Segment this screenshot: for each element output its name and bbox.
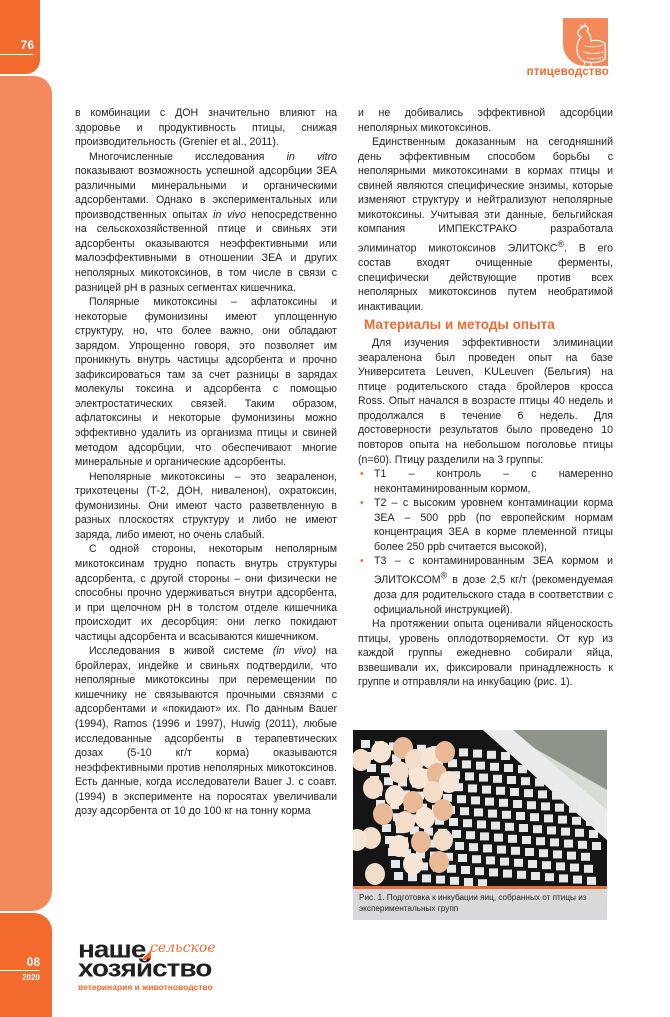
- tray-cell: [578, 841, 587, 849]
- paragraph: в комбинации с ДОН значительно влияют на здоровье и продуктивность птицы, снижая производительность (Grenier et al., 2011).: [75, 107, 337, 149]
- tray-cell: [503, 870, 512, 878]
- tray-cell: [500, 858, 509, 866]
- tray-cell: [530, 813, 539, 821]
- list-item: [358, 496, 613, 554]
- paragraph: Исследования в живой системе (in vivo) на бройлерах, индейке и свиньях подтвердили, что неполярные микотоксины при перемещении по кишечнику не связываются прочными связями с адсорбентами и «покидают» их. По данным Bauer (1994), Ramos (1996 и 1997), Huwig (2011), любые исследованные адсорбенты в терапевтических дозах (5-10 кг/т корма) оказываются неэффективными против неполярных микотоксинов. Есть данные, когда исследователи Bauer J. с соавт. (1994) в эксперименте на поросятах увеличивали дозу адсорбента от 10 до 100 кг на тонну корма: [75, 645, 338, 818]
- tray-cell: [493, 775, 502, 783]
- tray-cell: [513, 800, 522, 808]
- tray-cell: [587, 877, 596, 885]
- tray-cell: [497, 846, 506, 854]
- tray-cell: [545, 873, 554, 881]
- tray-cell: [391, 860, 400, 868]
- tray-cell: [463, 819, 472, 827]
- eggs-photo: [353, 730, 607, 886]
- tray-cell: [516, 812, 525, 820]
- egg: [429, 851, 449, 873]
- tray-cell: [528, 860, 537, 868]
- tray-cell: [489, 868, 498, 876]
- page-number: 76: [0, 38, 34, 55]
- logo-line-1: наше: [78, 936, 146, 963]
- egg: [403, 853, 423, 875]
- tray-cell: [361, 740, 370, 748]
- tray-cell: [483, 844, 492, 852]
- tray-cell: [538, 790, 547, 798]
- tray-cell: [531, 872, 540, 880]
- tray-cell: [586, 818, 595, 826]
- tray-cell: [542, 861, 551, 869]
- egg: [371, 741, 391, 763]
- bullet-icon: •: [360, 468, 364, 481]
- tray-cell: [567, 852, 576, 860]
- tray-cell: [504, 764, 513, 772]
- article-column-left: [75, 106, 337, 819]
- tray-cell: [462, 760, 471, 768]
- article-column-right: [358, 106, 613, 690]
- tray-cell: [559, 874, 568, 882]
- tray-cell: [381, 765, 390, 773]
- tray-cell: [570, 864, 579, 872]
- tray-cell: [450, 877, 459, 885]
- tray-cell: [464, 878, 473, 886]
- logo-tagline: ветеринария и животноводство: [78, 982, 213, 992]
- tray-cell: [478, 879, 487, 886]
- tray-cell: [480, 832, 489, 840]
- tray-cell: [575, 829, 584, 837]
- list-item-text: Т2 – с высоким уровнем контаминации корма ЗЕА – 500 ppb (по европейским нормам концентрация ЗЕА в корме племенной птицы более 250 ppb считается высокой),: [374, 497, 613, 553]
- tray-cell: [544, 814, 553, 822]
- tray-cell: [382, 824, 391, 832]
- tray-cell: [573, 876, 582, 884]
- tray-cell: [533, 825, 542, 833]
- tray-cell: [547, 826, 556, 834]
- tray-cell: [555, 804, 564, 812]
- issue-number: 08: [0, 956, 40, 971]
- tray-cell: [556, 862, 565, 870]
- tray-cell: [510, 788, 519, 796]
- logo-script: сельское: [150, 940, 216, 956]
- tray-cell: [553, 850, 562, 858]
- section-badge: [563, 18, 608, 66]
- tray-cell: [485, 798, 494, 806]
- list-item: [358, 467, 613, 496]
- logo-line-2: хозяйство: [78, 955, 212, 982]
- tray-cell: [584, 865, 593, 873]
- tray-cell: [541, 802, 550, 810]
- tray-cell: [524, 789, 533, 797]
- egg: [363, 777, 383, 799]
- tray-cell: [550, 838, 559, 846]
- paragraph: На протяжении опыта оценивали яйценоскость птицы, уровень оплодотворяемости. От кур из каждой группы ежедневно собирали яйца, взвешивали их, фиксировали принадлежность к группе и отправляли на инкубацию (рис. 1).: [358, 618, 613, 689]
- tray-cell: [522, 836, 531, 844]
- tray-cell: [486, 856, 495, 864]
- tray-cell: [508, 835, 517, 843]
- tray-cell: [592, 842, 601, 850]
- tray-cell: [455, 842, 464, 850]
- egg: [365, 863, 385, 885]
- tray-cell: [482, 786, 491, 794]
- paragraph: С одной стороны, некоторым неполярным микотоксинам трудно попасть внутрь структуры адсорбента, с другой стороны – они физически не способны прочно удерживаться внутри адсорбента, и при щелочном pH в толстом отделе кишечника происходит их десорбция: они легко покидают частицы адсорбента и всасываются кишечником.: [75, 543, 337, 643]
- paragraph: и не добивались эффективной адсорбции неполярных микотоксинов.: [358, 107, 613, 134]
- figure-caption: Рис. 1. Подготовка к инкубации яиц, собранных от птицы из экспериментальных групп: [359, 893, 587, 913]
- list-item: [358, 554, 613, 617]
- tray-cell: [539, 849, 548, 857]
- tray-cell: [518, 765, 527, 773]
- group-list: [358, 467, 613, 617]
- tray-cell: [469, 843, 478, 851]
- tray-cell: [521, 777, 530, 785]
- paragraph: Многочисленные исследования in vitro показывают возможность успешной адсорбции ЗЕА различными минеральными и органическими адсорбентами. Однако в экспериментальных или производственных опытах in vivo непосредственно на сельскохозяйственной птице и свиньях эти адсорбенты оказываются неэффективными или малоэффективными в отношении ЗЕА и других неполярных микотоксинов, в том числе в связи с разницей pH в разных сегментах кишечника.: [75, 150, 337, 294]
- page-tab-side: [0, 76, 52, 911]
- tray-cell: [452, 830, 461, 838]
- tray-cell: [436, 876, 445, 884]
- egg: [439, 771, 459, 793]
- tray-cell: [558, 816, 567, 824]
- paragraph: Для изучения эффективности элиминации зеараленона был проведен опыт на базе Университета Leuven, KULeuven (Бельгия) на птице родительского стада бройлеров кросса Ross. Опыт начался в возрасте птицы 40 недель и продолжался в течение 6 недель. Для достоверности результатов было проведено 10 повторов опыта на небольшом поголовье птицы (n=60). Птицу разделили на 3 группы:: [358, 337, 613, 466]
- paragraph: Единственным доказанным на сегодняшний день эффективным способом борьбы с неполярными микотоксинами в кормах птицы и свиней являются специфические энзимы, которые изменяют структуру и нейтрализуют неполярные микотоксины. Учитывая эти данные, бельгийская компания ИМПЕКСТРАКО разработала элиминатор микотоксинов ЭЛИТОКС®. В его состав входят очищенные ферменты, специфически действующие против всех неполярных микотоксинов путем необратимой инактивации.: [358, 136, 613, 313]
- hen-icon: [569, 22, 609, 66]
- tray-cell: [491, 822, 500, 830]
- egg: [389, 761, 409, 783]
- egg: [389, 835, 409, 857]
- tray-cell: [496, 787, 505, 795]
- tray-cell: [589, 830, 598, 838]
- bullet-icon: •: [360, 497, 364, 510]
- tray-cell: [477, 820, 486, 828]
- page-tab-top: [0, 0, 40, 74]
- list-item-text: Т1 – контроль – с намеренно неконтаминированным кормом,: [374, 468, 613, 495]
- figure: [353, 730, 607, 920]
- tray-cell: [461, 866, 470, 874]
- tray-cell: [502, 811, 511, 819]
- tray-cell: [511, 847, 520, 855]
- tray-cell: [490, 763, 499, 771]
- tray-cell: [552, 792, 561, 800]
- tray-cell: [527, 801, 536, 809]
- tray-cell: [449, 818, 458, 826]
- tray-cell: [536, 837, 545, 845]
- issue-year: 2020: [22, 973, 40, 982]
- section-title: птицеводство: [526, 66, 609, 78]
- tray-cell: [517, 871, 526, 879]
- tray-cell: [572, 817, 581, 825]
- tray-cell: [507, 776, 516, 784]
- tray-cell: [475, 867, 484, 875]
- tray-cell: [466, 831, 475, 839]
- tray-cell: [525, 848, 534, 856]
- tray-cell: [561, 828, 570, 836]
- tray-cell: [476, 762, 485, 770]
- list-item-text: Т3 – с контаминированным ЗЕА кормом и ЭЛИТОКСОМ® в дозе 2,5 кг/т (рекомендуемая доза для родительского стада в соответствии с официальной инструкцией).: [374, 555, 613, 616]
- egg: [435, 741, 455, 763]
- tray-cell: [471, 796, 480, 804]
- tray-cell: [422, 874, 431, 882]
- tray-cell: [487, 751, 496, 759]
- tray-cell: [465, 772, 474, 780]
- incubator-tray-image: [353, 730, 607, 886]
- tray-cell: [457, 795, 466, 803]
- tray-cell: [581, 853, 590, 861]
- tray-cell: [394, 872, 403, 880]
- section-heading: Материалы и методы опыта: [364, 317, 555, 333]
- bullet-icon: •: [360, 555, 364, 568]
- tray-cell: [474, 808, 483, 816]
- tray-cell: [458, 854, 467, 862]
- tray-cell: [459, 748, 468, 756]
- caption-accent-bar: [353, 886, 607, 889]
- tray-cell: [501, 752, 510, 760]
- egg: [433, 829, 453, 851]
- egg: [395, 811, 415, 833]
- tray-cell: [535, 778, 544, 786]
- tray-cell: [564, 840, 573, 848]
- tray-cell: [460, 807, 469, 815]
- tray-cell: [447, 865, 456, 873]
- tray-cell: [468, 784, 477, 792]
- tray-cell: [505, 823, 514, 831]
- egg: [411, 831, 431, 853]
- tray-cell: [479, 774, 488, 782]
- paragraph: Неполярные микотоксины – это зеараленон, трихотецены (Т-2, ДОН, ниваленон), охратоксин, фумонизины. Они имеют часто разветвленную в разных плоскостях структуру и либо не имеют заряда, либо имеют, но очень слабый.: [75, 470, 337, 541]
- paragraph: Полярные микотоксины – афлатоксины и некоторые фумонизины имеют уплощенную структуру, но, что более важно, они обладают зарядом. Упрощенно говоря, это позволяет им проникнуть внутрь частицы адсорбента и прочно зафиксироваться там за счет разницы в зарядах молекулы токсина и адсорбента с помощью электростатических связей. Таким образом, афлатоксины и некоторые фумонизины можно эффективно удалить из организма птицы и свиней методом адсорбции, что обеспечивают многие минеральные и органические адсорбенты.: [75, 296, 337, 469]
- tray-cell: [494, 834, 503, 842]
- tray-cell: [519, 824, 528, 832]
- tray-cell: [472, 855, 481, 863]
- egg: [433, 799, 453, 821]
- tray-cell: [488, 810, 497, 818]
- tray-cell: [499, 799, 508, 807]
- magazine-logo: [78, 936, 248, 992]
- egg: [415, 807, 435, 829]
- tray-cell: [514, 859, 523, 867]
- tray-cell: [473, 750, 482, 758]
- egg: [385, 785, 405, 807]
- egg: [373, 803, 393, 825]
- tray-cell: [569, 805, 578, 813]
